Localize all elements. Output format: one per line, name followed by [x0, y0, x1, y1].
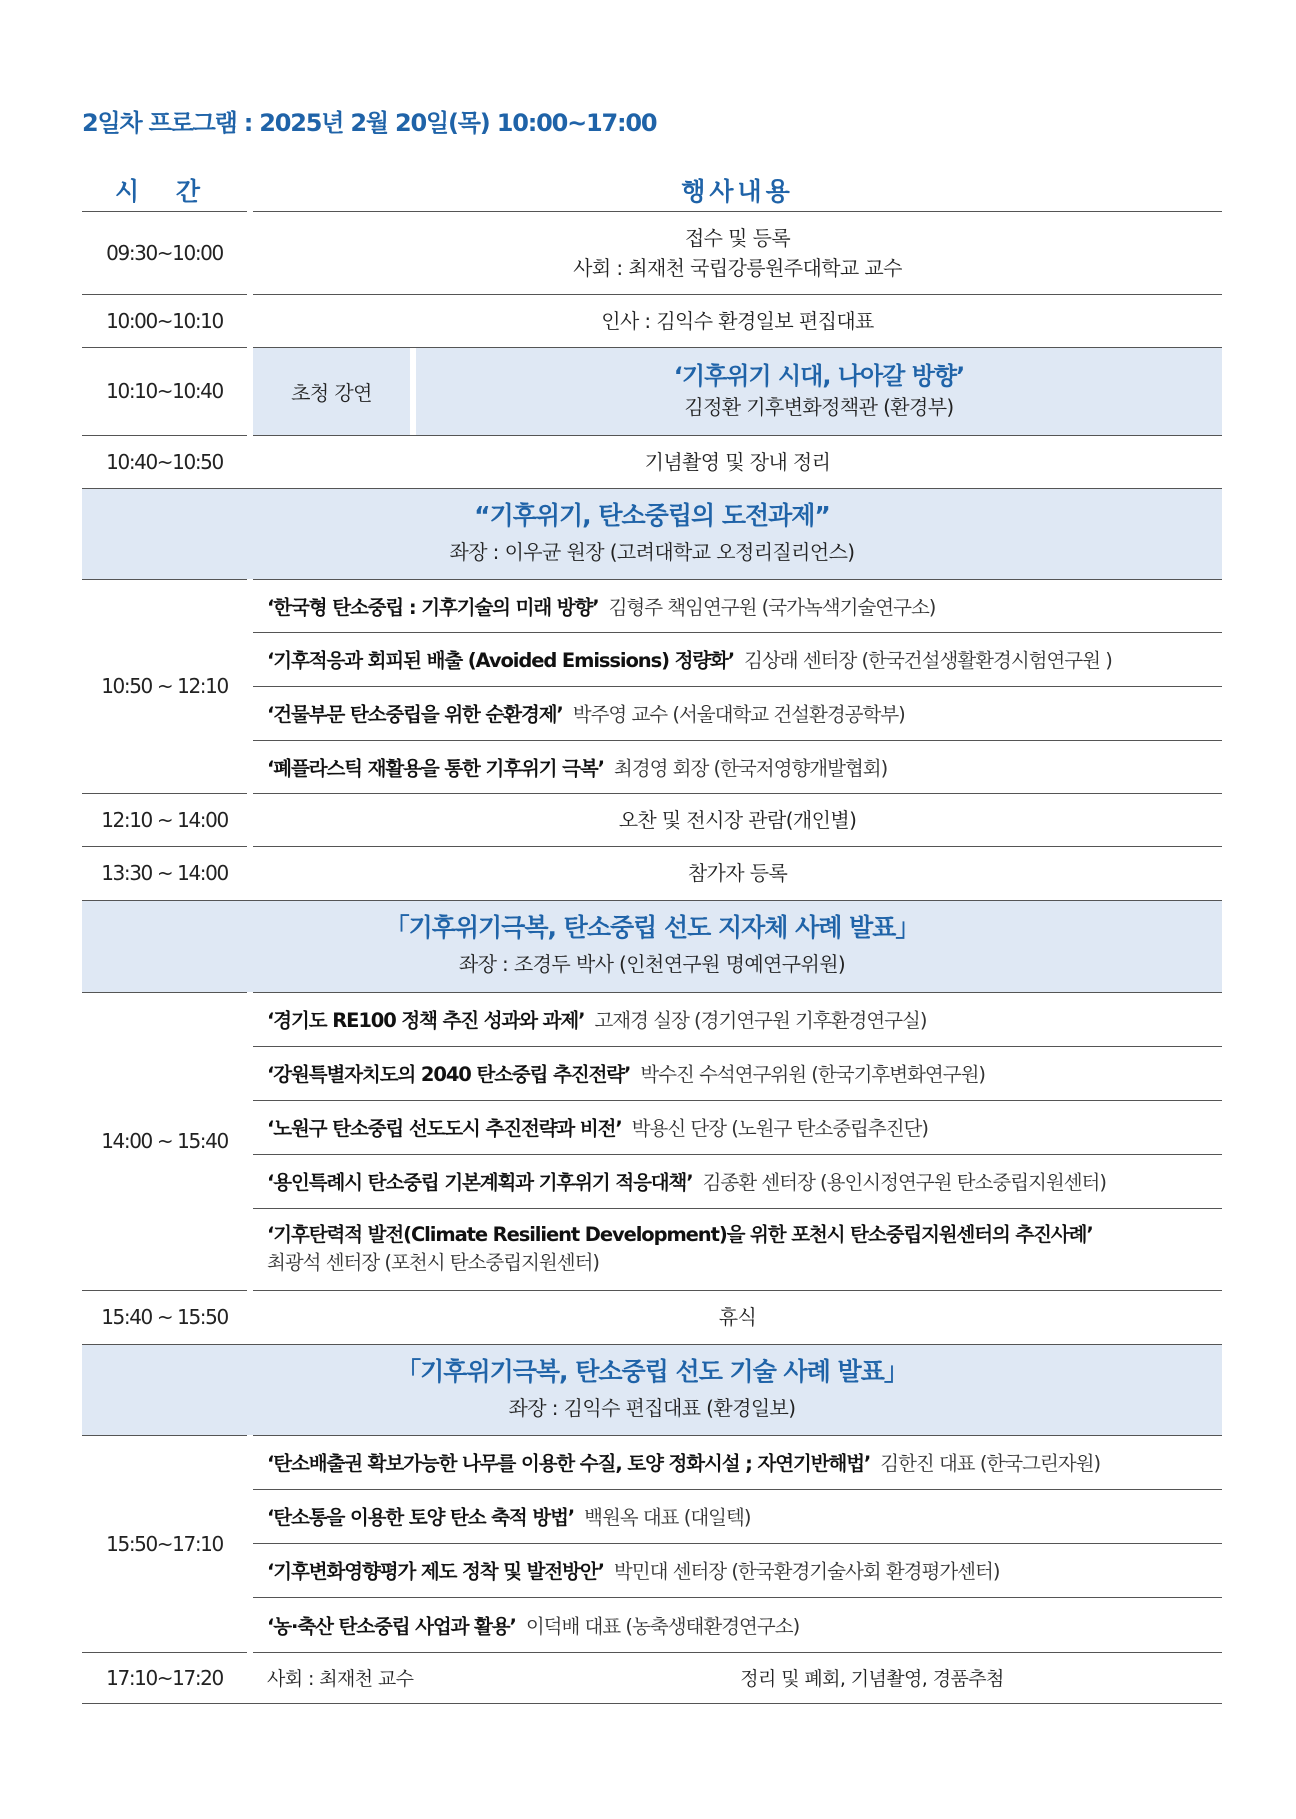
table-row	[82, 846, 1222, 900]
talk-title: ‘기후변화영향평가 제도 정착 및 발전방안’	[267, 1560, 604, 1583]
row-time: 10:10~10:40	[106, 379, 223, 403]
session-header	[82, 900, 1222, 992]
closing-content: 정리 및 폐회, 기념촬영, 경품추첨	[740, 1668, 1004, 1690]
talk-speaker: 김한진 대표 (한국그린자원)	[880, 1452, 1101, 1475]
talk-item	[253, 632, 1222, 686]
talk-title: ‘강원특별자치도의 2040 탄소중립 추진전략’	[267, 1063, 631, 1086]
talk-item	[253, 992, 1222, 1046]
row-content: 인사 : 김익수 환경일보 편집대표	[601, 308, 874, 333]
table-row	[82, 793, 1222, 846]
table-row	[82, 294, 1222, 347]
row-time: 15:40 ~ 15:50	[101, 1305, 228, 1329]
talk-speaker: 최경영 회장 (한국저영향개발협회)	[613, 756, 888, 780]
table-row	[82, 211, 1222, 294]
session-title: “기후위기, 탄소중립의 도전과제”	[474, 500, 830, 530]
row-time: 10:40~10:50	[106, 449, 223, 474]
row-content: 오찬 및 전시장 관람(개인별)	[618, 807, 857, 832]
invited-lecture	[416, 348, 1222, 435]
row-content: 기념촬영 및 장내 정리	[644, 449, 831, 474]
talk-title: ‘탄소통을 이용한 토양 탄소 축적 방법’	[267, 1506, 575, 1529]
talk-title: ‘노원구 탄소중립 선도도시 추진전략과 비전’	[267, 1117, 622, 1140]
talk-item	[253, 1543, 1222, 1597]
session-talks	[82, 579, 1222, 793]
row-time: 13:30 ~ 14:00	[101, 861, 228, 885]
row-content: 휴식	[718, 1305, 757, 1329]
talk-item	[253, 1597, 1222, 1652]
talk-title: ‘폐플라스틱 재활용을 통한 기후위기 극복’	[267, 756, 604, 780]
session-chair: 좌장 : 조경두 박사 (인천연구원 명예연구위원)	[458, 952, 846, 976]
talk-speaker: 박주영 교수 (서울대학교 건설환경공학부)	[572, 703, 905, 726]
row-content	[253, 211, 1222, 294]
session-header	[82, 1344, 1222, 1435]
row-content: 참가자 등록	[687, 861, 788, 885]
talk-title: ‘탄소배출권 확보가능한 나무를 이용한 수질, 토양 정화시설 ; 자연기반해법’	[267, 1452, 871, 1475]
talk-title: ‘용인특례시 탄소중립 기본계획과 기후위기 적응대책’	[267, 1171, 693, 1194]
session-talks	[82, 992, 1222, 1290]
invited-lecture-speaker: 김정환 기후변화정책관 (환경부)	[684, 394, 954, 419]
table-bottom-border	[82, 1703, 1222, 1704]
row-line: 접수 및 등록	[684, 225, 791, 250]
session-chair: 좌장 : 이우균 원장 (고려대학교 오정리질리언스)	[449, 539, 855, 564]
talk-item	[253, 1489, 1222, 1543]
talk-speaker: 이덕배 대표 (농축생태환경연구소)	[525, 1614, 800, 1638]
talk-speaker: 김형주 책임연구원 (국가녹색기술연구소)	[608, 595, 936, 619]
session-talks	[82, 1435, 1222, 1652]
talk-speaker: 김상래 센터장 (한국건설생활환경시험연구원 )	[744, 649, 1112, 672]
talk-speaker: 박수진 수석연구위원 (한국기후변화연구원)	[640, 1063, 986, 1086]
talk-title: ‘경기도 RE100 정책 추진 성과와 과제’	[267, 1009, 585, 1032]
talk-title: ‘기후탄력적 발전(Climate Resilient Development)을 위한 포천시 탄소중립지원센터의 추진사례’	[267, 1223, 1093, 1246]
talk-item	[253, 740, 1222, 793]
header-time: 시 간	[114, 176, 214, 206]
talk-item	[253, 686, 1222, 740]
talk-title: ‘건물부문 탄소중립을 위한 순환경제’	[267, 703, 563, 726]
schedule-table	[82, 168, 1222, 1703]
talk-item	[253, 1154, 1222, 1208]
session-time: 10:50 ~ 12:10	[101, 674, 228, 698]
table-row	[82, 347, 1222, 435]
talk-title: ‘기후적응과 회피된 배출 (Avoided Emissions) 정량화’	[267, 649, 735, 672]
table-header	[82, 168, 1222, 211]
session-chair: 좌장 : 김익수 편집대표 (환경일보)	[508, 1395, 796, 1420]
table-row	[82, 1652, 1222, 1703]
session-time: 14:00 ~ 15:40	[101, 1129, 228, 1153]
talk-speaker: 최광석 센터장 (포천시 탄소중립지원센터)	[267, 1251, 600, 1274]
closing-host: 사회 : 최재천 교수	[267, 1668, 414, 1690]
session-header	[82, 488, 1222, 579]
table-row	[82, 1290, 1222, 1344]
talk-item	[253, 1208, 1222, 1290]
talk-item	[253, 1100, 1222, 1154]
invited-lecture-title: ‘기후위기 시대, 나아갈 방향’	[673, 361, 965, 390]
row-time: 09:30~10:00	[106, 240, 223, 265]
session-banner	[82, 488, 1222, 579]
session-title: 「기후위기극복, 탄소중립 선도 기술 사례 발표」	[396, 1356, 908, 1386]
talk-title: ‘농·축산 탄소중립 사업과 활용’	[267, 1614, 516, 1638]
talk-speaker: 박민대 센터장 (한국환경기술사회 환경평가센터)	[613, 1560, 1000, 1583]
talk-item	[253, 1046, 1222, 1100]
session-banner	[82, 900, 1222, 992]
talk-speaker: 박용신 단장 (노원구 탄소중립추진단)	[631, 1117, 929, 1140]
row-time: 17:10~17:20	[106, 1665, 223, 1690]
row-time: 12:10 ~ 14:00	[101, 807, 228, 832]
row-line: 사회 : 최재천 국립강릉원주대학교 교수	[573, 255, 902, 280]
talk-speaker: 김종환 센터장 (용인시정연구원 탄소중립지원센터)	[702, 1171, 1106, 1194]
talk-item	[253, 1435, 1222, 1489]
program-title: 2일차 프로그램 : 2025년 2월 20일(목) 10:00~17:00	[82, 109, 657, 137]
table-row	[82, 435, 1222, 488]
talk-item	[253, 579, 1222, 632]
talk-title: ‘한국형 탄소중립 : 기후기술의 미래 방향’	[267, 595, 599, 619]
session-title: 「기후위기극복, 탄소중립 선도 지자체 사례 발표」	[384, 913, 920, 942]
session-time: 15:50~17:10	[106, 1531, 223, 1556]
session-banner	[82, 1344, 1222, 1435]
row-time: 10:00~10:10	[106, 308, 223, 333]
talk-speaker: 고재경 실장 (경기연구원 기후환경연구실)	[594, 1009, 927, 1032]
invited-lecture-label: 초청 강연	[253, 348, 410, 435]
talk-speaker: 백원옥 대표 (대일텍)	[584, 1506, 751, 1529]
header-content: 행사내용	[681, 176, 794, 206]
